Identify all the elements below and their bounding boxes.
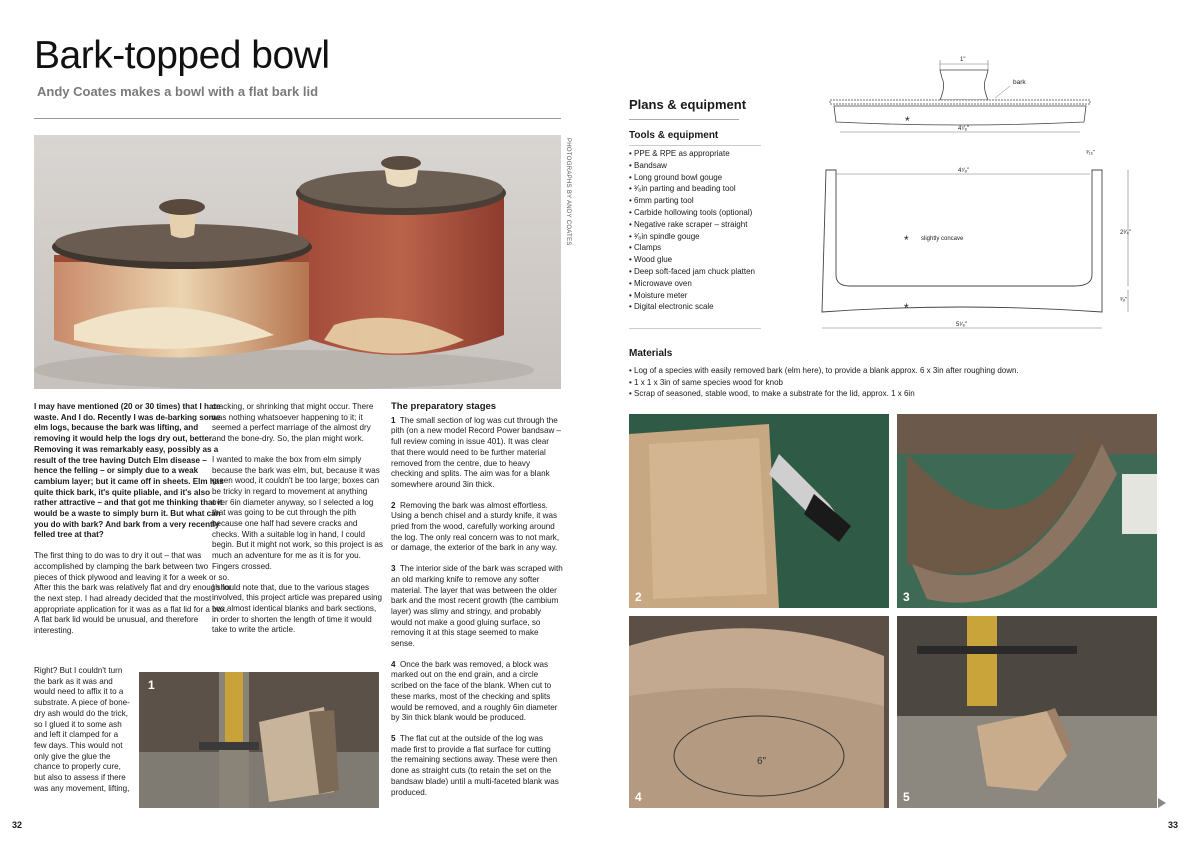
step-number: 1 [391,415,396,425]
star-marker: * [904,233,909,247]
photo-credit: PHOTOGRAPHS BY ANDY COATES [565,138,571,246]
list-item: • ³⁄₈in spindle gouge [629,231,755,243]
text-column-2 [212,402,384,646]
page-number-right: 33 [1168,820,1179,830]
list-item: • ³⁄₈in parting and beading tool [629,183,755,195]
text-column-1-continued [34,666,132,804]
list-item: • Negative rake scraper – straight [629,219,755,231]
step-text: Once the bark was removed, a block was marked out on the end grain, and a circle scribed on the face of the blank. When cut to these marks, most of the checking and splits would be removed, and a roughly 6in diameter by 3in thick blank would be produced. [391,659,558,723]
paragraph: Right? But I couldn't turn the bark as it was and would need to affix it to a substrate. A piece of bone-dry ash would do the trick, so I glued it to some ash and left it clamped for a few days. This would not only give the glue the chance to properly cure, but also to assess if there was any movement, lifting, [34,666,130,793]
step-number: 4 [391,659,396,669]
list-item: • Carbide hollowing tools (optional) [629,207,755,219]
page-number-left: 32 [12,820,23,830]
list-item: • Clamps [629,242,755,254]
text-column-1 [34,402,232,637]
dim-inner-width: 4⁷⁄₈" [958,168,970,174]
list-item: • Scrap of seasoned, stable wood, to make a substrate for the lid, approx. 1 x 6in [629,388,1019,400]
step-paragraph [391,734,563,798]
step-text: Removing the bark was almost effortless. Using a bench chisel and a sturdy knife, it was pried from the wood, carefully working around the log. The only real concern was to not mark, or damage, the exterior of the bark in any way. [391,500,560,553]
tools-heading: Tools & equipment [629,130,719,141]
label-bark: bark [1013,79,1026,86]
star-marker: * [905,114,910,128]
step-text: The small section of log was cut through the pith (on a new model Record Power bandsaw – full review coming in issue 401). It was clear that there would need to be further material removed from the centre, due to heavy checking and splits. The aim was for a blank somewhere around 3in thick. [391,415,562,489]
list-item: • PPE & RPE as appropriate [629,148,755,160]
dim-base: ³⁄₈" [1120,297,1127,303]
plans-rule [629,119,739,120]
list-item: • Bandsaw [629,160,755,172]
photo-number: 3 [903,590,910,604]
list-item: • Microwave oven [629,278,755,290]
photo-number: 1 [148,678,155,692]
paragraph: I wanted to make the box from elm simply because the bark was elm, but, because it was green wood, it couldn't be too large; boxes can be tricky in regard to movement at anything over 6in diameter anyway, so I selected a log that was going to be cut through the pith because one half had severe cracks and checks. With a suitable log in hand, I could begin. But it might not work, so this project is as much an adventure for me as it is for you. Fingers crossed. [212,454,383,571]
materials-list [629,365,1019,400]
step-text: The flat cut at the outside of the log was made first to provide a flat surface for cutting the remaining sections away. These were then done as straight cuts (to retain the set on the bandsaw blade) until a multi-faceted blank was produced. [391,733,559,797]
dim-knob: 1" [960,57,966,63]
list-item: • Log of a species with easily removed bark (elm here), to provide a blank approx. 6 x 3in after roughing down. [629,365,1019,377]
tools-rule-bottom [629,328,761,329]
photo-1-bandsaw-log [139,672,379,808]
continue-arrow-icon [1158,798,1166,808]
plans-heading: Plans & equipment [629,97,747,112]
step-paragraph [391,564,563,650]
star-marker: * [904,301,909,315]
photo-2-removing-bark [629,414,889,608]
step-number: 2 [391,500,396,510]
step-text: The interior side of the bark was scraped with an old marking knife to remove any softer material. The layer that was between the older bark and the most recent growth (the cambium layer) was slimy and stringy, and probably would not make a good gluing surface, so removing it at this stage seemed to make sense. [391,564,563,649]
photo-number: 5 [903,790,910,804]
materials-heading: Materials [629,348,673,359]
step-number: 5 [391,733,396,743]
tools-list [629,148,755,313]
article-subtitle: Andy Coates makes a bowl with a flat bark lid [37,84,319,99]
dim-wall: ³⁄₁₆" [1086,150,1095,156]
intro-paragraph: I may have mentioned (20 or 30 times) that I hate waste. And I do. Recently I was de-barking some elm logs, because the bark was lifting, and removing it would help the logs dry out, better. Removing it was remarkably easy, possibly as a result of the tree having Dutch Elm disease – hence the felling – or simply due to a weak cambium layer; but it came off in sheets. Elm has quite thick bark, it's quite pliable, and it's also rather attractive – and that got me thinking that it would be a waste to simply burn it. But what can you do with bark? And bark from a very recently felled tree at that? [34,402,224,540]
step-number: 3 [391,564,396,574]
step-paragraph [391,501,563,555]
list-item: • 1 x 1 x 3in of same species wood for knob [629,377,1019,389]
list-item: • Moisture meter [629,290,755,302]
hero-photo-bark-boxes [34,135,561,389]
photo-4-marked-blank [629,616,889,808]
step-paragraph [391,660,563,724]
title-rule [34,118,561,119]
dim-lid-width: 4⁷⁄₈" [958,126,970,132]
label-slightly-concave: slightly concave [921,236,964,242]
list-item: • Wood glue [629,254,755,266]
article-title: Bark-topped bowl [34,34,330,77]
photo-number: 4 [635,790,642,804]
list-item: • Long ground bowl gouge [629,172,755,184]
paragraph: The first thing to do was to dry it out – that was accomplished by clamping the bark between two pieces of thick plywood and leaving it for a week or so. After this the bark was relatively flat and dry enough for the next step. I had already decided that the most appropriate application for it was as a flat lid for a box. A flat bark lid would be unusual, and therefore interesting. [34,551,232,636]
dim-height: 2³⁄₄" [1120,230,1131,236]
bowl-plan-diagram [810,50,1150,340]
section-heading-preparatory: The preparatory stages [391,401,497,412]
text-column-3 [391,402,563,808]
step-paragraph [391,416,563,491]
list-item: • Deep soft-faced jam chuck platten [629,266,755,278]
marking-6in: 6" [757,756,767,767]
photo-3-bark-section [897,414,1157,608]
photo-5-bandsaw-cutting [897,616,1157,808]
list-item: • 6mm parting tool [629,195,755,207]
photo-number: 2 [635,590,642,604]
paragraph: cracking, or shrinking that might occur. There was nothing whatsoever happening to it; it seemed a perfect marriage of the almost dry and the bone-dry. So, the plan might work. [212,402,374,444]
list-item: • Digital electronic scale [629,301,755,313]
paragraph: I should note that, due to the various stages involved, this project article was prepared using two almost identical blanks and bark sections, in order to shorten the length of time it would take to write the article. [212,582,383,635]
dim-base-width: 5¹⁄₈" [956,322,967,328]
tools-rule [629,145,761,146]
